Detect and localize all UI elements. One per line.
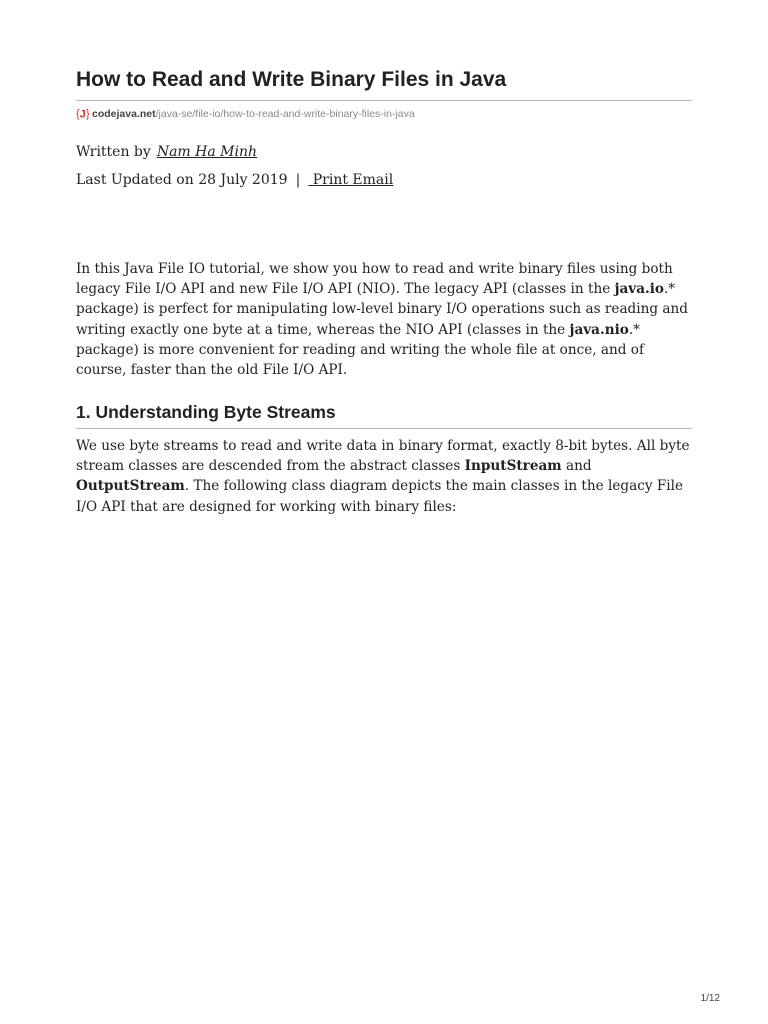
byline	[76, 142, 257, 162]
last-updated-line	[76, 170, 393, 190]
print-link[interactable]: Print Email	[312, 172, 394, 188]
page-number: 1/12	[700, 993, 720, 1004]
source-url[interactable]	[76, 106, 415, 121]
article-title: How to Read and Write Binary Files in Java	[76, 68, 507, 91]
section-divider	[76, 428, 692, 429]
source-path: /java-se/file-io/how-to-read-and-write-binary-files-in-java	[155, 108, 415, 120]
intro-paragraph: In this Java File IO tutorial, we show you how to read and write binary files using both legacy File I/O API and new File I/O API (NIO). The legacy API (classes in the java.io.* package) is perfect for manipulating low-level binary I/O operations such as reading and writing exactly one byte at a time, whereas the NIO API (classes in the java.nio.* package) is more convenient for reading and writing the whole file at once, and of course, faster than the old File I/O API.	[76, 261, 688, 379]
title-divider	[76, 100, 692, 101]
inputstream-class: InputStream	[464, 458, 562, 475]
source-domain: codejava.net	[92, 108, 156, 120]
svg-text:J: J	[79, 108, 86, 120]
svg-text:}: }	[86, 108, 90, 120]
java-nio-package: java.nio	[569, 321, 629, 338]
section-heading-byte-streams: 1. Understanding Byte Streams	[76, 402, 336, 422]
email-link[interactable]: Email	[352, 172, 394, 188]
meta-separator: |	[295, 172, 301, 188]
outputstream-class: OutputStream	[76, 478, 185, 495]
last-updated-label: Last Updated on 28 July 2019	[76, 172, 288, 188]
java-io-package: java.io	[614, 281, 664, 298]
author-link[interactable]: Nam Ha Minh	[156, 144, 257, 160]
written-by-label: Written by	[76, 144, 151, 160]
byte-streams-paragraph: We use byte streams to read and write data in binary format, exactly 8-bit bytes. All byte stream classes are descended from the abstract classes InputStream and OutputStream. The following class diagram depicts the main classes in the legacy File I/O API that are designed for working with binary files:	[76, 438, 690, 515]
codejava-logo-icon	[76, 106, 90, 120]
svg-text:{: {	[76, 108, 80, 120]
